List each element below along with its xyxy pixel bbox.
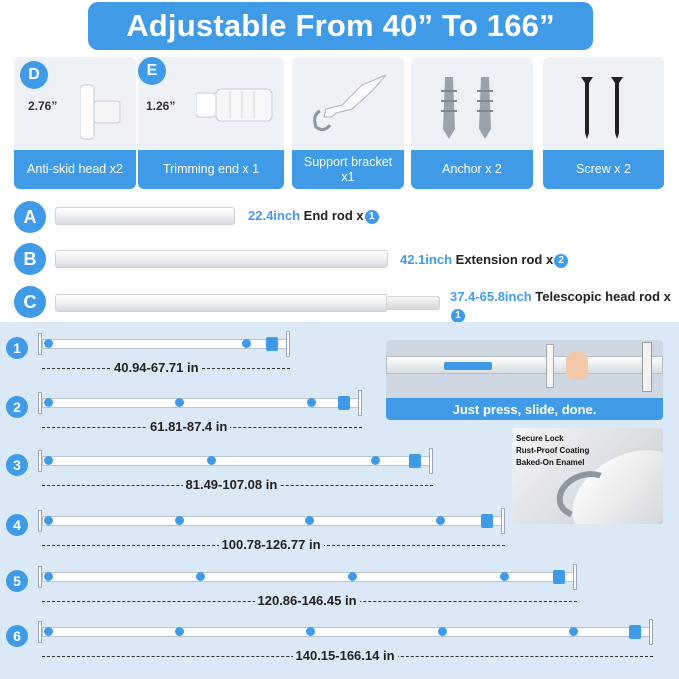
rod-end-cap xyxy=(358,390,362,416)
part-card-anchor xyxy=(411,57,533,189)
config-badge: 5 xyxy=(6,570,28,592)
length-range: 120.86-146.45 in xyxy=(255,593,360,608)
segment-marker xyxy=(44,516,53,525)
anti-skid-head-icon xyxy=(80,79,126,145)
part-card-anti-skid xyxy=(14,57,136,189)
anchor-icon xyxy=(437,75,507,141)
rod-end-cap xyxy=(573,564,577,590)
length-range: 61.81-87.4 in xyxy=(147,419,230,434)
part-dimension: 2.76” xyxy=(28,99,58,113)
rod-size: 37.4-65.8inch xyxy=(450,289,532,304)
coating-line: Secure Lock xyxy=(516,434,564,443)
lock-icon xyxy=(553,570,565,584)
assembled-rod xyxy=(42,627,653,637)
segment-marker xyxy=(305,516,314,525)
lock-icon xyxy=(338,396,350,410)
rod-c-text xyxy=(450,288,675,324)
length-range: 140.15-166.14 in xyxy=(293,648,398,663)
lock-icon xyxy=(266,337,278,351)
rod-qty: 2 xyxy=(554,254,568,268)
segment-marker xyxy=(44,627,53,636)
part-label: Trimming end x 1 xyxy=(138,150,284,189)
part-card-screw xyxy=(543,57,664,189)
rod-qty: 1 xyxy=(365,210,379,224)
length-range: 40.94-67.71 in xyxy=(111,360,202,375)
part-card-trimming xyxy=(138,57,284,189)
rod-b-text xyxy=(400,252,568,268)
segment-marker xyxy=(242,339,251,348)
coating-line: Baked-On Enamel xyxy=(516,458,585,467)
segment-marker xyxy=(44,456,53,465)
segment-marker xyxy=(44,398,53,407)
press-slide-inset xyxy=(386,340,663,420)
rod-a-text xyxy=(248,208,379,224)
segment-marker xyxy=(569,627,578,636)
config-badge: 1 xyxy=(6,337,28,359)
rod-badge-c: C xyxy=(14,286,46,318)
end-rod xyxy=(55,207,235,225)
coating-line: Rust-Proof Coating xyxy=(516,446,590,455)
assembled-rod xyxy=(42,572,577,582)
rod-end-cap xyxy=(649,619,653,645)
assembled-rod xyxy=(42,339,290,349)
part-letter-badge: D xyxy=(20,61,48,89)
segment-marker xyxy=(438,627,447,636)
part-dimension: 1.26” xyxy=(146,99,176,113)
telescopic-rod xyxy=(55,294,388,312)
trimming-end-icon xyxy=(196,87,276,123)
length-range: 81.49-107.08 in xyxy=(183,477,281,492)
lock-icon xyxy=(629,625,641,639)
config-badge: 6 xyxy=(6,625,28,647)
rod-name: End rod x xyxy=(303,208,364,223)
segment-marker xyxy=(44,339,53,348)
config-badge: 2 xyxy=(6,396,28,418)
config-badge: 3 xyxy=(6,454,28,476)
config-badge: 4 xyxy=(6,514,28,536)
rod-size: 22.4inch xyxy=(248,208,301,223)
rod-badge-a: A xyxy=(14,201,46,233)
segment-marker xyxy=(307,398,316,407)
extension-rod xyxy=(55,250,388,268)
rod-end-cap xyxy=(429,448,433,474)
segment-marker xyxy=(436,516,445,525)
part-label: Support bracket x1 xyxy=(292,150,404,189)
lock-icon xyxy=(409,454,421,468)
segment-marker xyxy=(371,456,380,465)
part-letter-badge: E xyxy=(138,57,166,85)
part-label: Screw x 2 xyxy=(543,150,664,189)
segment-marker xyxy=(175,516,184,525)
telescopic-rod-inner xyxy=(386,296,440,310)
segment-marker xyxy=(44,572,53,581)
press-caption: Just press, slide, done. xyxy=(386,398,663,420)
lock-icon xyxy=(481,514,493,528)
rod-name: Telescopic head rod x xyxy=(535,289,671,304)
length-range: 100.78-126.77 in xyxy=(219,537,324,552)
rod-size: 42.1inch xyxy=(400,252,453,267)
screw-icon xyxy=(577,73,633,139)
rod-end-cap xyxy=(286,331,290,357)
part-label: Anchor x 2 xyxy=(411,150,533,189)
part-label: Anti-skid head x2 xyxy=(14,150,136,189)
rod-name: Extension rod x xyxy=(455,252,554,267)
page-title: Adjustable From 40” To 166” xyxy=(88,2,593,50)
support-bracket-icon xyxy=(302,71,392,141)
rod-badge-b: B xyxy=(14,243,46,275)
part-card-support xyxy=(292,57,404,189)
rod-end-cap xyxy=(501,508,505,534)
rod-qty: 1 xyxy=(451,309,465,323)
coating-inset xyxy=(512,428,663,524)
